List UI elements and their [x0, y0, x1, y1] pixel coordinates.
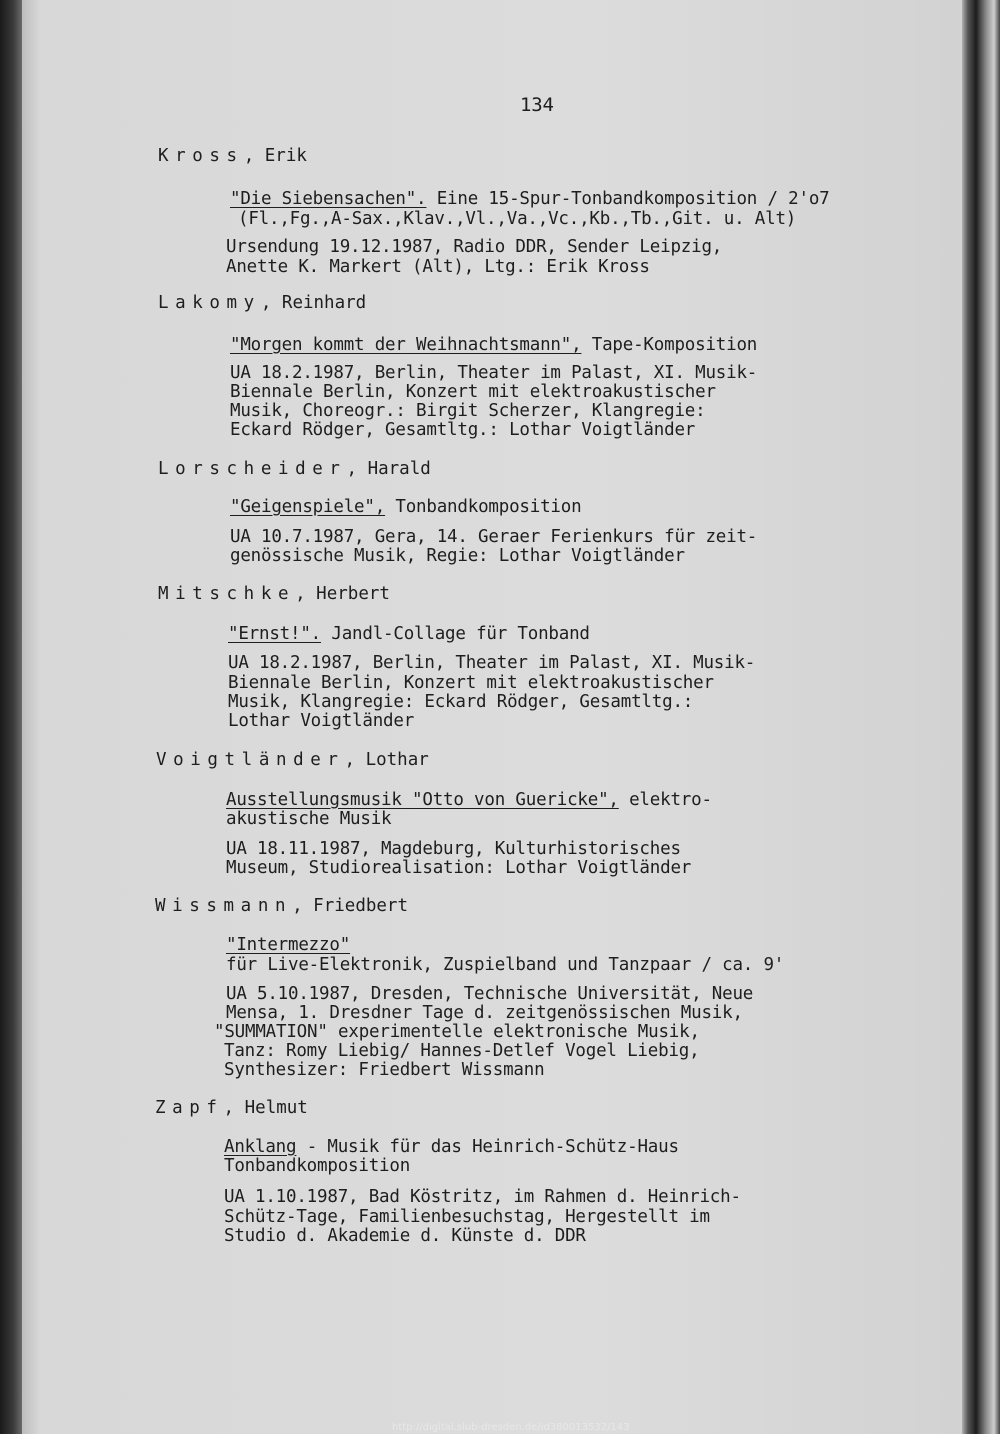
work-details-line: Musik, Choreogr.: Birgit Scherzer, Klangregie:: [230, 401, 706, 421]
composer-given-name: Erik: [264, 146, 307, 166]
work-line: [230, 190, 830, 210]
work-description: Tape-Komposition: [581, 335, 758, 355]
book-gutter-left: [0, 0, 22, 1434]
work-description: elektro-: [618, 790, 712, 810]
work-title: "Ernst!".: [228, 624, 322, 644]
composer-surname: Mitschke: [158, 584, 296, 604]
work-description: - Musik für das Heinrich-Schütz-Haus: [296, 1137, 679, 1157]
composer-given-name: Friedbert: [313, 896, 408, 916]
work-details-line: UA 1.10.1987, Bad Köstritz, im Rahmen d. Heinrich-: [224, 1187, 741, 1207]
work-details-line: Eckard Rödger, Gesamtltg.: Lothar Voigtländer: [230, 420, 696, 440]
composer-given-name: Helmut: [244, 1098, 308, 1118]
composer-heading: Kross, Erik: [158, 146, 307, 166]
composer-surname: Zapf: [155, 1098, 224, 1118]
work-details-line: UA 18.11.1987, Magdeburg, Kulturhistorisches: [226, 839, 681, 859]
work-line: [224, 1138, 679, 1158]
work-details-line: UA 10.7.1987, Gera, 14. Geraer Ferienkurs für zeit-: [230, 527, 758, 547]
work-title: "Geigenspiele",: [230, 497, 386, 517]
work-details-line: Anette K. Markert (Alt), Ltg.: Erik Kross: [226, 257, 650, 277]
work-details-line: Biennale Berlin, Konzert mit elektroakustischer: [228, 673, 714, 693]
composer-heading: Zapf, Helmut: [155, 1098, 308, 1118]
source-url: http://digital.slub-dresden.de/id380013532/143: [392, 1422, 630, 1433]
work-line: [226, 936, 350, 956]
composer-surname: Kross: [158, 146, 244, 166]
work-details-line: Lothar Voigtländer: [228, 711, 415, 731]
work-line: [228, 625, 590, 645]
work-details-line: Biennale Berlin, Konzert mit elektroakustischer: [230, 382, 716, 402]
work-details-line: Musik, Klangregie: Eckard Rödger, Gesamtltg.:: [228, 692, 694, 712]
work-details-line: UA 18.2.1987, Berlin, Theater im Palast, XI. Musik-: [228, 653, 756, 673]
work-details-line: Synthesizer: Friedbert Wissmann: [224, 1060, 545, 1080]
page-number: 134: [520, 94, 554, 116]
work-title: Ausstellungsmusik "Otto von Guericke",: [226, 790, 619, 810]
work-details-line: UA 18.2.1987, Berlin, Theater im Palast, XI. Musik-: [230, 363, 758, 383]
work-title: Anklang: [224, 1137, 297, 1157]
composer-surname: Voigtländer: [156, 750, 345, 770]
composer-heading: Voigtländer, Lothar: [156, 750, 429, 770]
work-line-2: Tonbandkomposition: [224, 1156, 411, 1176]
composer-given-name: Harald: [367, 459, 431, 479]
work-details-line: Schütz-Tage, Familienbesuchstag, Hergestellt im: [224, 1207, 710, 1227]
work-line-2: für Live-Elektronik, Zuspielband und Tanzpaar / ca. 9': [226, 955, 785, 975]
composer-heading: Lorscheider, Harald: [158, 459, 431, 479]
work-description: Eine 15-Spur-Tonbandkomposition / 2'o7: [426, 189, 830, 209]
work-details-line: genössische Musik, Regie: Lothar Voigtländer: [230, 546, 685, 566]
work-line: [230, 498, 581, 518]
work-details-line: Tanz: Romy Liebig/ Hannes-Detlef Vogel Liebig,: [224, 1041, 700, 1061]
composer-given-name: Reinhard: [281, 293, 367, 313]
composer-given-name: Lothar: [365, 750, 429, 770]
book-gutter-right: [962, 0, 1000, 1434]
work-title: "Die Siebensachen".: [230, 189, 427, 209]
composer-surname: Lorscheider: [158, 459, 347, 479]
work-details-line: Mensa, 1. Dresdner Tage d. zeitgenössischen Musik,: [226, 1003, 743, 1023]
composer-surname: Lakomy: [158, 293, 261, 313]
work-line: [226, 791, 712, 811]
work-title: "Intermezzo": [226, 935, 351, 955]
work-title: "Morgen kommt der Weihnachtsmann",: [230, 335, 582, 355]
work-details-line: UA 5.10.1987, Dresden, Technische Universität, Neue: [226, 984, 754, 1004]
work-details-line: Studio d. Akademie d. Künste d. DDR: [224, 1226, 586, 1246]
work-details-line: "SUMMATION" experimentelle elektronische Musik,: [214, 1022, 700, 1042]
work-details-line: Museum, Studiorealisation: Lothar Voigtländer: [226, 858, 692, 878]
work-description: Tonbandkomposition: [385, 497, 582, 517]
work-line-2: (Fl.,Fg.,A-Sax.,Klav.,Vl.,Va.,Vc.,Kb.,Tb.,Git. u. Alt): [238, 209, 797, 229]
work-line-2: akustische Musik: [226, 809, 392, 829]
composer-heading: Wissmann, Friedbert: [155, 896, 408, 916]
work-line: [230, 336, 757, 356]
composer-heading: Lakomy, Reinhard: [158, 293, 367, 313]
composer-heading: Mitschke, Herbert: [158, 584, 390, 604]
composer-given-name: Herbert: [316, 584, 390, 604]
work-description: Jandl-Collage für Tonband: [321, 624, 590, 644]
composer-surname: Wissmann: [155, 896, 293, 916]
work-details-line: Ursendung 19.12.1987, Radio DDR, Sender Leipzig,: [226, 237, 723, 257]
